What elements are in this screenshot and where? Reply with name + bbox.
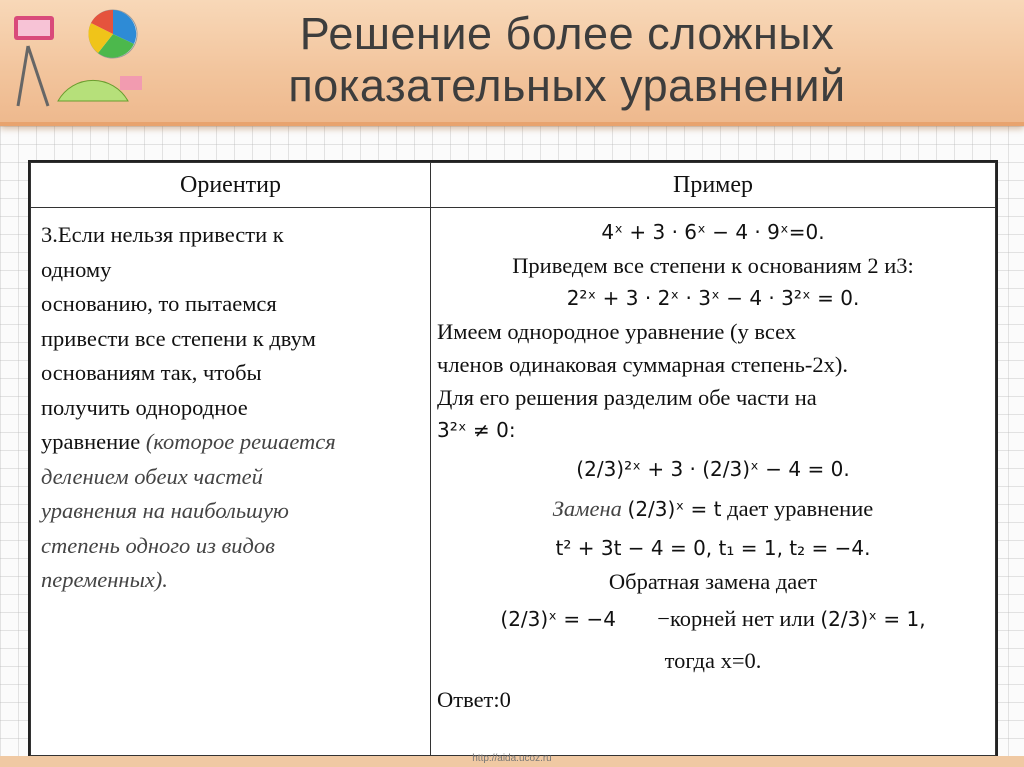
substitution-label: Замена [552,496,622,521]
school-supplies-icon [8,6,148,116]
equation-6b: (2/3)ˣ = 1, [820,607,926,631]
example-text: Обратная замена дает [608,569,818,594]
equation-3: 3²ˣ ≠ 0: [437,418,516,442]
example-text: Для его решения разделим обе части на [437,385,817,410]
header-banner [0,0,1024,126]
guide-note: уравнения на наибольшую [41,498,289,523]
title-line-2: показательных уравнений [288,60,846,111]
page-title [150,8,984,112]
guide-note: делением обеих частей [41,463,263,489]
example-text: Имеем однородное уравнение (у всех [437,319,797,344]
guide-note: степень одного из видов [41,532,275,558]
guide-line: одному [41,256,112,282]
substitution-equation: (2/3)ˣ = t [627,497,722,521]
example-text: тогда х=0. [664,648,762,673]
guide-line: основаниям так, чтобы [41,360,262,385]
source-url[interactable]: http://aida.ucoz.ru [472,753,552,764]
column-header-guide: Ориентир [31,163,431,208]
reverse-substitution-line [437,602,989,636]
equation-1: 4ˣ + 3 · 6ˣ − 4 · 9ˣ=0. [601,220,825,244]
equation-5: t² + 3t − 4 = 0, t₁ = 1, t₂ = −4. [555,536,871,560]
guide-cell [31,208,431,756]
guide-line: 3.Если нельзя привести к [41,222,284,247]
column-header-example: Пример [431,163,996,208]
example-text: Приведем все степени к основаниям 2 и3: [512,253,914,278]
answer: Ответ:0 [437,687,511,712]
example-cell [431,208,996,756]
guide-line [41,425,420,460]
guide-note: переменных). [41,567,168,592]
equation-2: 2²ˣ + 3 · 2ˣ · 3ˣ − 4 · 3²ˣ = 0. [566,286,860,310]
guide-text: уравнение [41,429,141,454]
guide-note: (которое решается [145,429,336,454]
guide-line: получить однородное [41,394,248,420]
equation-4: (2/3)²ˣ + 3 · (2/3)ˣ − 4 = 0. [576,457,850,481]
guide-line: привести все степени к двум [41,325,316,351]
title-line-1: Решение более сложных [299,8,835,59]
example-text: −корней нет или [657,606,815,631]
guide-line: основанию, то пытаемся [41,291,277,316]
content-table [28,160,998,758]
substitution-line [437,492,989,526]
example-text: членов одинаковая суммарная степень-2х). [437,352,848,377]
equation-6a: (2/3)ˣ = −4 [500,607,617,631]
substitution-text: дает уравнение [727,496,874,521]
